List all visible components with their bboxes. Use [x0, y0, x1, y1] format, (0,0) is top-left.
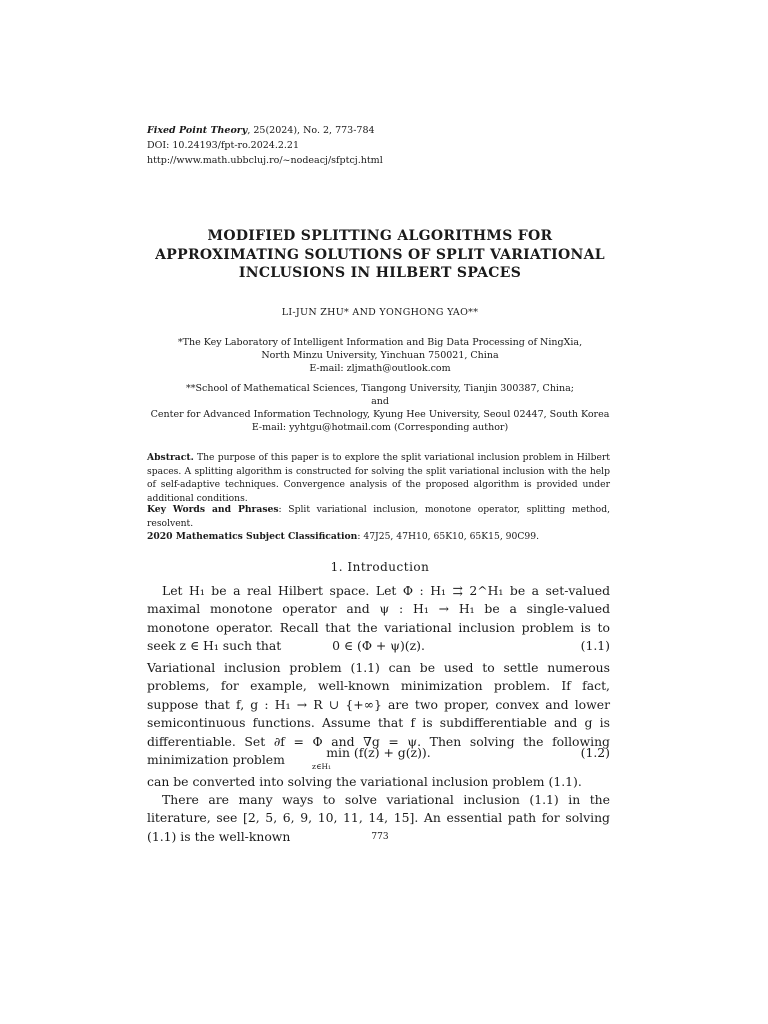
section-heading: 1. Introduction: [330, 560, 430, 574]
authors: LI-JUN ZHU* AND YONGHONG YAO**: [281, 307, 479, 318]
equation-1-2: [147, 745, 610, 771]
affiliation-line: Center for Advanced Information Technology, Kyung Hee University, Seoul 02447, South Korea: [150, 409, 610, 420]
paper-title-line-1: MODIFIED SPLITTING ALGORITHMS FOR: [207, 228, 553, 244]
affiliation-line: North Minzu University, Yinchuan 750021, China: [261, 350, 499, 361]
doi: DOI: 10.24193/fpt-ro.2024.2.21: [147, 140, 299, 151]
equation-1-1: [147, 638, 610, 658]
paragraph-1: Let H₁ be a real Hilbert space. Let Φ : H₁ ⇉ 2^H₁ be a set-valued maximal monotone operator and ψ : H₁ → H₁ be a single-valued monotone operator. Recall that the variational inclusion problem is to seek z ∈ H₁ such that: [147, 583, 610, 654]
keywords-label: Key Words and Phrases: [147, 504, 279, 515]
abstract: [147, 451, 610, 505]
paragraph-2: Variational inclusion problem (1.1) can be used to settle numerous problems, for example, well-known minimization problem. If fact, suppose that f, g : H₁ → R ∪ {+∞} are two proper, convex and lower semicontinuous functions. Assume that f is subdifferentiable and g is differentiable. Set ∂f = Φ and ∇g = ψ. Then solving the following minimization problem: [147, 660, 610, 768]
paper-title-line-3: INCLUSIONS IN HILBERT SPACES: [238, 265, 522, 281]
paragraph-3: can be converted into solving the variational inclusion problem (1.1).: [147, 774, 582, 789]
equation-body: min (f(z) + g(z)).: [326, 745, 431, 760]
abstract-text: The purpose of this paper is to explore the split variational inclusion problem in Hilbert spaces. A splitting algorithm is constructed for solving the split variational inclusion with the help of self-adaptive techniques. Convergence analysis of the proposed algorithm is provided under additional conditions.: [147, 452, 610, 504]
journal-url[interactable]: http://www.math.ubbcluj.ro/~nodeacj/sfptcj.html: [147, 155, 383, 166]
msc-text: : 47J25, 47H10, 65K10, 65K15, 90C99.: [357, 531, 540, 542]
journal-name: Fixed Point Theory: [147, 125, 248, 136]
page-number: 773: [371, 832, 389, 842]
abstract-label: Abstract.: [147, 452, 194, 463]
equation-number: (1.1): [580, 638, 610, 653]
affiliation-email: E-mail: yyhtgu@hotmail.com (Corresponding author): [251, 422, 509, 433]
equation-subscript: z∈H₁: [312, 762, 332, 771]
equation-number: (1.2): [580, 745, 610, 760]
paper-title-line-2: APPROXIMATING SOLUTIONS OF SPLIT VARIATIONAL: [155, 247, 605, 263]
paragraph-4: There are many ways to solve variational inclusion (1.1) in the literature, see [2, 5, 6, 9, 10, 11, 14, 15]. An essential path for solving (1.1) is the well-known: [147, 792, 610, 844]
affiliation-and: and: [371, 396, 389, 407]
affiliation-email: E-mail: zljmath@outlook.com: [309, 363, 451, 374]
msc-classification: [147, 530, 610, 544]
msc-label: 2020 Mathematics Subject Classification: [147, 531, 358, 542]
affiliation-line: **School of Mathematical Sciences, Tiangong University, Tianjin 300387, China;: [186, 383, 574, 394]
keywords-text: : Split variational inclusion, monotone operator, splitting method, resolvent.: [147, 504, 610, 529]
citation-details: , 25(2024), No. 2, 773-784: [247, 125, 375, 136]
affiliation-line: *The Key Laboratory of Intelligent Information and Big Data Processing of NingXia,: [177, 337, 583, 348]
keywords: [147, 503, 610, 530]
equation-body: 0 ∈ (Φ + ψ)(z).: [332, 638, 425, 653]
journal-citation: [147, 124, 375, 138]
